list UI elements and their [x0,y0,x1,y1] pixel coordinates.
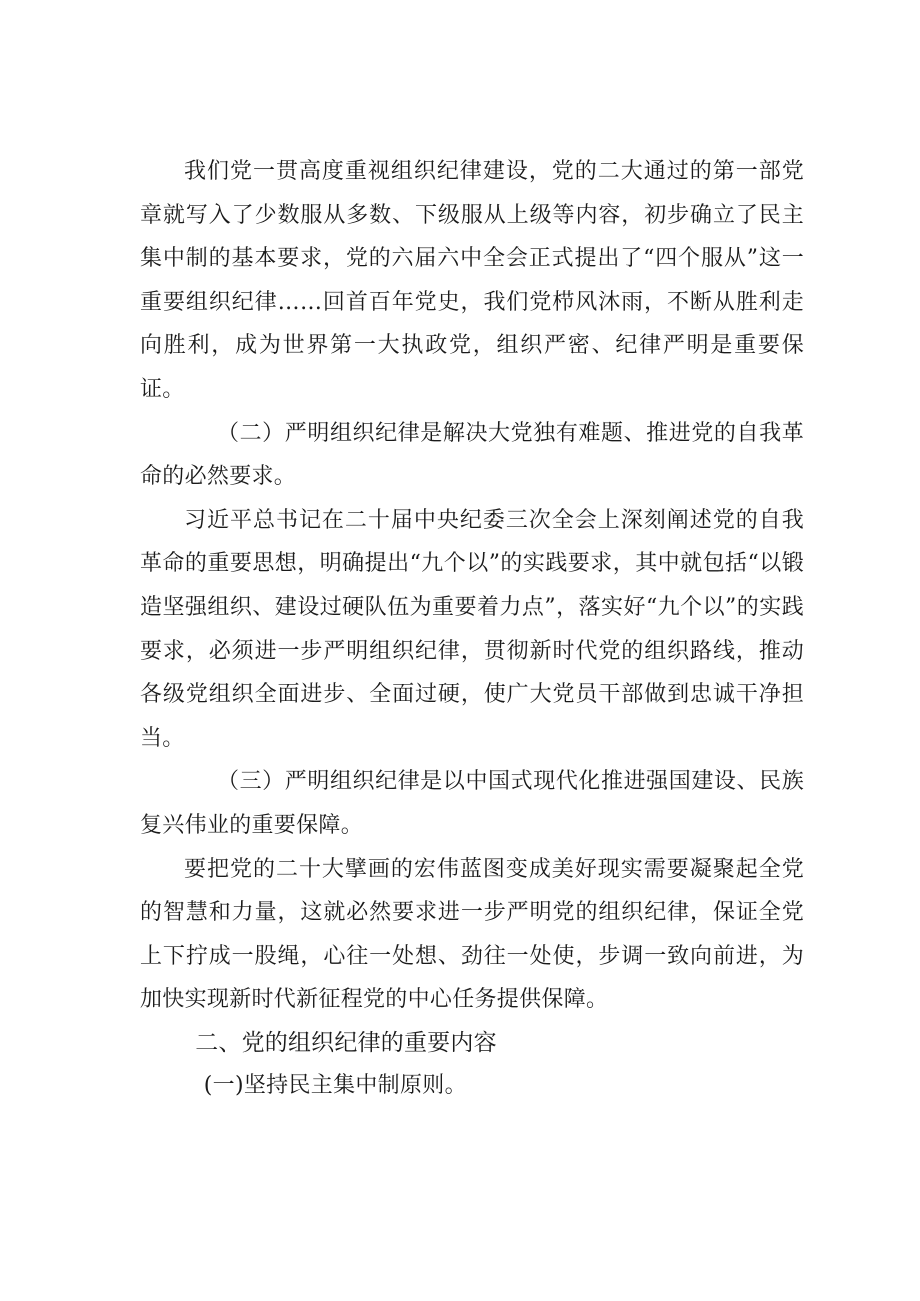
paragraph-self-revolution: 习近平总书记在二十届中央纪委三次全会上深刻阐述党的自我革命的重要思想，明确提出“九个以”的实践要求，其中就包括“以锻造坚强组织、建设过硬队伍为重要着力点”，落实好“九个以”的实践要求，必须进一步严明组织纪律，贯彻新时代党的组织路线，推动各级党组织全面进步、全面过硬，使广大党员干部做到忠诚干净担当。 [140,507,804,751]
paragraph-organization-history: 我们党一贯高度重视组织纪律建设，党的二大通过的第一部党章就写入了少数服从多数、下级服从上级等内容，初步确立了民主集中制的基本要求，党的六届六中全会正式提出了“四个服从”这一重要组织纪律……回首百年党史，我们党栉风沐雨，不断从胜利走向胜利，成为世界第一大执政党，组织严密、纪律严明是重要保证。 [140,159,804,402]
subheading-two: （二）严明组织纪律是解决大党独有难题、推进党的自我革命的必然要求。 [140,420,804,490]
paragraph-blueprint: 要把党的二十大擘画的宏伟蓝图变成美好现实需要凝聚起全党的智慧和力量，这就必然要求进一步严明党的组织纪律，保证全党上下拧成一股绳，心往一处想、劲往一处使，步调一致向前进，为加快实现新时代新征程党的中心任务提供保障。 [140,856,804,1013]
minor-heading: (一)坚持民主集中制原则。 [203,1072,467,1098]
section-heading: 二、党的组织纪律的重要内容 [195,1029,497,1056]
document-page [140,150,804,1107]
subheading-three: （三）严明组织纪律是以中国式现代化推进强国建设、民族复兴伟业的重要保障。 [140,769,804,838]
